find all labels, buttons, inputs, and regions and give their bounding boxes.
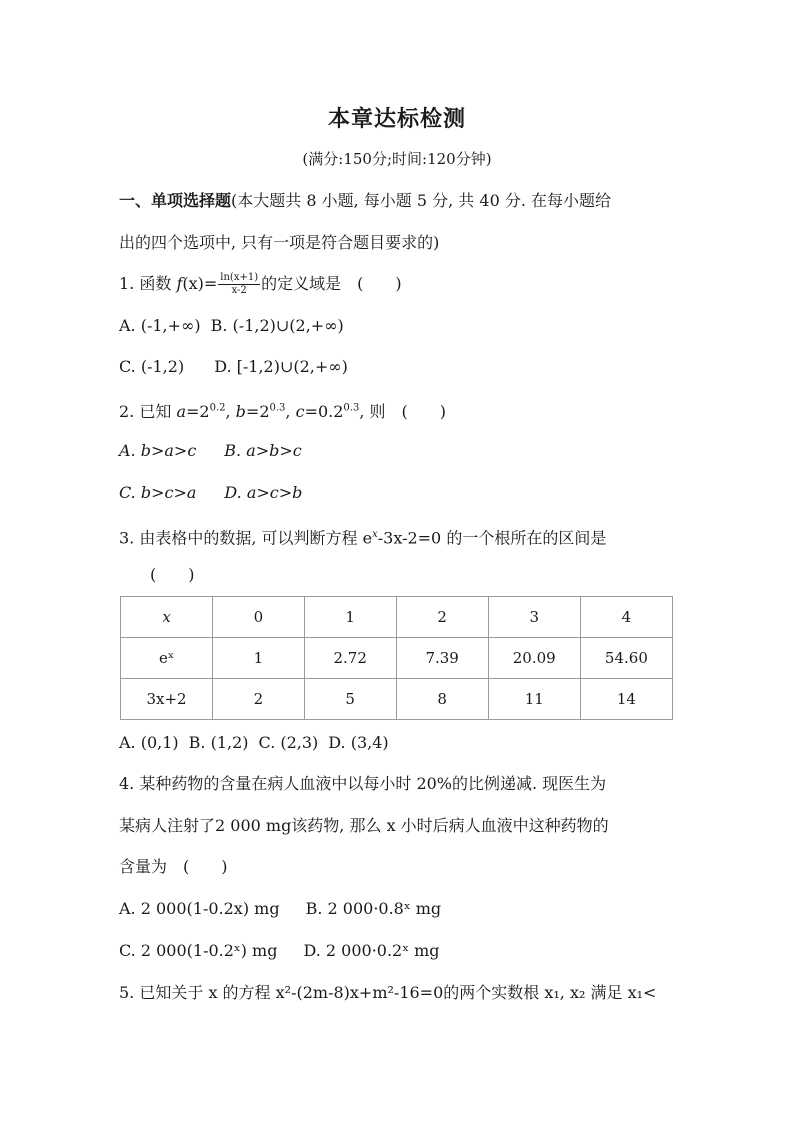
q2-options-row2: [119, 482, 302, 504]
q3-answer-paren: ( ): [150, 565, 195, 584]
q4-line2: 某病人注射了2 000 mg该药物, 那么 x 小时后病人血液中这种药物的: [119, 816, 609, 835]
table-cell: 5: [304, 679, 396, 720]
q1-options-row1: [119, 315, 344, 337]
q1-suffix: 的定义域是: [261, 274, 342, 293]
q3-options: [119, 732, 389, 754]
q4-answer-paren: ( ): [183, 857, 228, 876]
q4-option-b: B. 2 000·0.8ˣ mg: [305, 899, 442, 918]
q3-option-a: A. (0,1): [119, 733, 179, 752]
q4-line1: 4. 某种药物的含量在病人血液中以每小时 20%的比例递减. 现医生为: [119, 774, 607, 793]
table-cell: 14: [580, 679, 672, 720]
table-row: [121, 679, 673, 720]
section-heading: 一、单项选择题: [119, 191, 232, 210]
q1-option-b: B. (-1,2)∪(2,+∞): [210, 316, 344, 335]
page-title: 本章达标检测: [327, 106, 466, 132]
q1-option-d: D. [-1,2)∪(2,+∞): [214, 357, 348, 376]
q2-answer-paren: ( ): [401, 402, 447, 422]
table-cell: 0: [213, 597, 305, 638]
q1-options-row2: [119, 356, 348, 378]
q1-answer-paren: ( ): [357, 274, 402, 293]
table-cell: eˣ: [121, 638, 213, 679]
q1-option-c: C. (-1,2): [119, 357, 185, 376]
table-cell: 8: [396, 679, 488, 720]
q3-data-table: [120, 596, 673, 720]
table-cell: 3: [488, 597, 580, 638]
table-cell: 54.60: [580, 638, 672, 679]
q1-numerator: ln(x+1): [220, 272, 259, 283]
q4-options-row1: [119, 898, 441, 920]
section-description-2: 出的四个选项中, 只有一项是符合题目要求的): [119, 233, 440, 252]
question-3: 3. 由表格中的数据, 可以判断方程 $e^x-3x-2=0$ 的一个根所在的区间是: [119, 528, 607, 548]
q1-func: f: [176, 274, 183, 293]
q1-denominator: x-2: [231, 285, 247, 296]
table-cell: 11: [488, 679, 580, 720]
section-description-1: (本大题共 8 小题, 每小题 5 分, 共 40 分. 在每小题给: [231, 191, 612, 210]
q3-option-c: C. (2,3): [258, 733, 319, 752]
q3-line1: 3. 由表格中的数据, 可以判断方程 e: [119, 528, 373, 548]
q4-option-d: D. 2 000·0.2ˣ mg: [303, 941, 440, 960]
table-cell: 20.09: [488, 638, 580, 679]
table-cell: 4: [580, 597, 672, 638]
table-cell: 1: [304, 597, 396, 638]
q2-options-row1: [119, 440, 302, 462]
q2-option-d: D. a>c>b: [224, 483, 303, 502]
table-cell: 2.72: [304, 638, 396, 679]
q1-prefix: 1. 函数: [119, 274, 177, 293]
table-cell: 7.39: [396, 638, 488, 679]
q4-option-c: C. 2 000(1-0.2ˣ) mg: [119, 941, 278, 960]
q2-option-a: A. b>a>c: [119, 441, 197, 460]
q4-option-a: A. 2 000(1-0.2x) mg: [119, 899, 280, 918]
q2-option-c: C. b>c>a: [119, 483, 197, 502]
question-4-line3: [119, 856, 228, 878]
question-2: [119, 398, 446, 423]
q2-option-b: B. a>b>c: [224, 441, 302, 460]
q3-option-b: B. (1,2): [188, 733, 249, 752]
q1-arg: (x)=: [182, 274, 218, 293]
table-cell: 1: [213, 638, 305, 679]
section-heading-line: [119, 190, 611, 212]
table-cell: 3x+2: [121, 679, 213, 720]
table-row: [121, 638, 673, 679]
page-subtitle: (满分:150分;时间:120分钟): [302, 150, 492, 168]
table-cell: x: [121, 597, 213, 638]
q4-options-row2: [119, 940, 440, 962]
q3-option-d: D. (3,4): [328, 733, 389, 752]
q2-text: 2. 已知 $a=2^{0.2}$, $b=2^{0.3}$, $c=0.2^{0.3}$, 则: [119, 402, 386, 422]
q4-line3: 含量为: [119, 857, 168, 876]
q3-line1-tail: -3x-2=0 的一个根所在的区间是: [377, 528, 607, 548]
question-1: [119, 272, 402, 297]
table-cell: 2: [396, 597, 488, 638]
q1-fraction: [218, 272, 260, 297]
table-cell: 2: [213, 679, 305, 720]
table-row: [121, 597, 673, 638]
q5-line1: 5. 已知关于 x 的方程 x²-(2m-8)x+m²-16=0的两个实数根 x₁, x₂ 满足 x₁<: [119, 983, 657, 1002]
q1-option-a: A. (-1,+∞): [119, 316, 201, 335]
